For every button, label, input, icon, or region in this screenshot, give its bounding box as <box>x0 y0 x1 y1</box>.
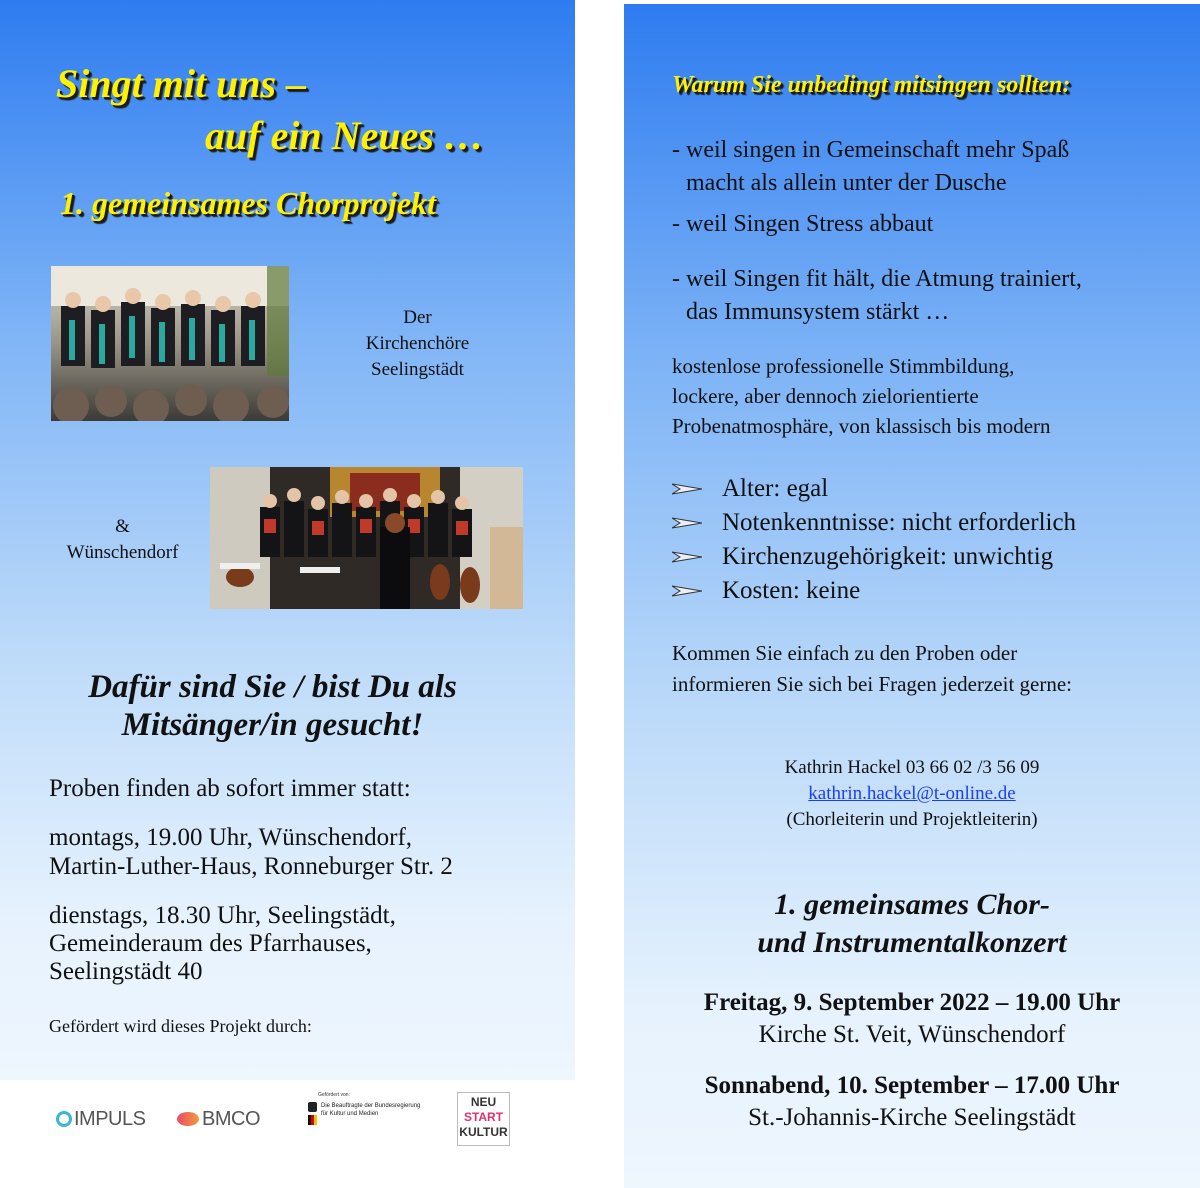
call-to-join <box>20 668 525 744</box>
bmco-logo <box>177 1106 260 1132</box>
impuls-ring-icon <box>56 1111 72 1127</box>
contact-block <box>624 755 1200 833</box>
invite-text <box>672 638 1072 700</box>
rehearsal-tuesday <box>49 902 396 986</box>
bmco-wordmark: BMCO <box>202 1107 260 1130</box>
concert-title <box>624 886 1200 962</box>
bkm-small-label: Gefördert von: <box>318 1092 350 1098</box>
neustart-line: START <box>463 1110 504 1124</box>
caption-line: Kirchenchöre <box>365 333 470 354</box>
caption-kirchenchoere <box>335 305 500 383</box>
offer-text <box>672 351 1051 441</box>
rehearsal-line: Seelingstädt 40 <box>49 958 203 985</box>
choir-orchestra-photo-wuenschendorf <box>210 467 523 609</box>
headline-line-2: auf ein Neues … <box>205 113 484 158</box>
concert-date-2 <box>624 1070 1200 1134</box>
list-item: Alter: egal <box>672 472 1076 506</box>
list-item: Notenkenntnisse: nicht erforderlich <box>672 506 1076 540</box>
offer-line: Probenatmosphäre, von klassisch bis modern <box>672 414 1051 438</box>
offer-line: kostenlose professionelle Stimmbildung, <box>672 354 1015 378</box>
bkm-line: Die Beauftragte der Bundesregierung <box>321 1103 421 1109</box>
concert-title-line: 1. gemeinsames Chor- <box>774 888 1050 921</box>
rehearsal-monday <box>49 823 453 881</box>
arrow-bullet-icon <box>672 472 706 506</box>
call-line-1: Dafür sind Sie / bist Du als <box>88 669 457 705</box>
reason-line: das Immunsystem stärkt … <box>686 299 950 325</box>
rehearsal-line: Martin-Luther-Haus, Ronneburger Str. 2 <box>49 853 453 880</box>
neustart-kultur-logo <box>457 1092 510 1146</box>
project-subhead: 1. gemeinsames Chorprojekt <box>60 185 437 221</box>
concert-date-1 <box>624 987 1200 1051</box>
concert-title-line: und Instrumentalkonzert <box>757 926 1067 959</box>
caption-line: Der <box>403 307 432 328</box>
reason-line: macht als allein unter der Dusche <box>686 170 1007 196</box>
invite-line: informieren Sie sich bei Fragen jederzeit gerne: <box>672 672 1073 696</box>
rehearsal-line: montags, 19.00 Uhr, Wünschendorf, <box>49 824 413 851</box>
requirements-list <box>672 472 1076 608</box>
impuls-logo <box>56 1106 145 1132</box>
right-flyer-panel <box>624 4 1200 1188</box>
arrow-bullet-icon <box>672 574 706 608</box>
eagle-icon <box>308 1102 318 1130</box>
sponsor-logos <box>0 1080 575 1188</box>
rehearsal-line: Gemeinderaum des Pfarrhauses, <box>49 930 372 957</box>
left-flyer-panel <box>0 0 575 1080</box>
rehearsals-intro: Proben finden ab sofort immer statt: <box>49 775 411 802</box>
caption-wuenschendorf <box>45 514 200 566</box>
reason-stress: - weil Singen Stress abbaut <box>672 211 934 237</box>
reason-fun <box>672 134 1069 200</box>
list-item: Kosten: keine <box>672 574 1076 608</box>
headline-line-1: Singt mit uns – <box>56 61 307 106</box>
bkm-logo <box>308 1092 438 1136</box>
caption-line: & <box>115 516 130 537</box>
arrow-bullet-icon <box>672 540 706 574</box>
neustart-line: NEU <box>470 1095 497 1109</box>
caption-line: Seelingstädt <box>371 359 464 380</box>
caption-line: Wünschendorf <box>66 542 179 563</box>
contact-email-link[interactable]: kathrin.hackel@t-online.de <box>808 783 1016 804</box>
contact-role: (Chorleiterin und Projektleiterin) <box>786 809 1038 830</box>
concert-date: Sonnabend, 10. September – 17.00 Uhr <box>704 1072 1120 1099</box>
contact-name-phone: Kathrin Hackel 03 66 02 /3 56 09 <box>784 757 1040 778</box>
reason-line: - weil singen in Gemeinschaft mehr Spaß <box>672 137 1070 163</box>
why-sing-heading: Warum Sie unbedingt mitsingen sollten: <box>672 72 1071 98</box>
concert-place: Kirche St. Veit, Wünschendorf <box>758 1021 1066 1048</box>
concert-date: Freitag, 9. September 2022 – 19.00 Uhr <box>703 989 1121 1016</box>
reason-fitness <box>672 263 1082 329</box>
offer-line: lockere, aber dennoch zielorientierte <box>672 384 979 408</box>
bkm-line: für Kultur und Medien <box>321 1111 379 1117</box>
neustart-line: KULTUR <box>459 1125 508 1139</box>
concert-place: St.-Johannis-Kirche Seelingstädt <box>748 1104 1076 1131</box>
bmco-swirl-icon <box>177 1112 199 1126</box>
impuls-wordmark: IMPULS <box>74 1107 146 1130</box>
invite-line: Kommen Sie einfach zu den Proben oder <box>672 641 1018 665</box>
reason-line: - weil Singen fit hält, die Atmung trainiert, <box>672 266 1082 292</box>
rehearsal-line: dienstags, 18.30 Uhr, Seelingstädt, <box>49 902 396 929</box>
list-item: Kirchenzugehörigkeit: unwichtig <box>672 540 1076 574</box>
choir-photo-seelingstaedt <box>51 266 289 421</box>
sponsor-line: Gefördert wird dieses Projekt durch: <box>49 1016 312 1036</box>
arrow-bullet-icon <box>672 506 706 540</box>
call-line-2: Mitsänger/in gesucht! <box>121 707 424 743</box>
